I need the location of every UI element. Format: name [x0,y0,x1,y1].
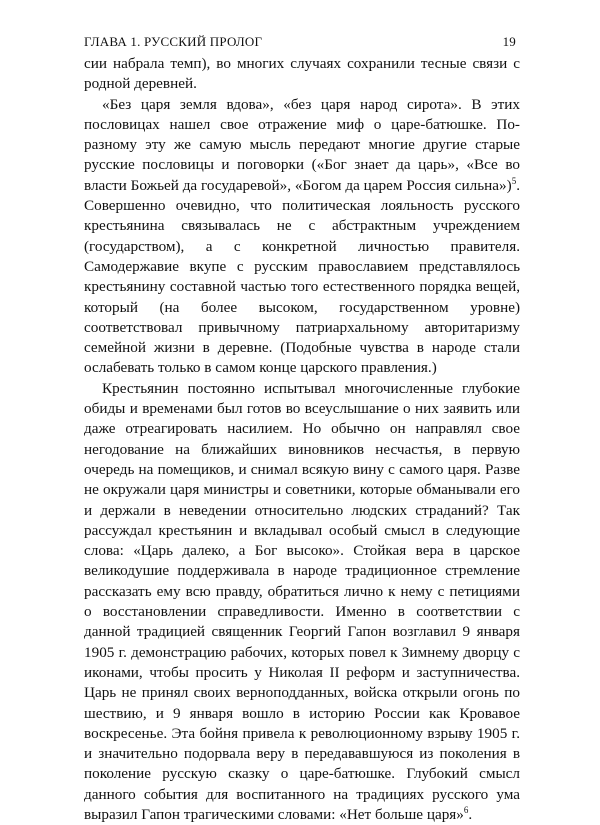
paragraph-text-end: . [468,805,473,823]
paragraph-text: Крестьянин постоянно испытывал многочисленные глубокие обиды и временами был готов во всеуслышание о них заявить или даже отреагировать насилием. Но обычно он направлял свое негодование на ближайших виновников несчастья, в первую очередь на помещиков, и снимал всякую вину с самого царя. Разве не окружали царя министры и советники, которые обманывали его и держали в неведении относительно людских страданий? Так рассуждал крестьянин и вкладывал особый смысл в следующие слова: «Царь далеко, а Бог высоко». Стойкая вера в царское великодушие поддерживала в народе традиционное стремление рассказать ему всю правду, обратиться лично к нему с петициями о восстановлении справедливости. Именно в соответствии с данной традицией священник Георгий Гапон возглавил 9 января 1905 г. демонстрацию рабочих, которых повел к Зимнему дворцу с иконами, чтобы просить у Николая II реформ и заступничества. Царь не принял своих верноподданных, войска открыли огонь по шествию, и 9 января вошло в историю России как Кровавое воскресенье. Эта бойня привела к революционному взрыву 1905 г. и значительно подорвала веру в передававшуюся из поколения в поколение русскую сказку о царе-батюшке. Глубокий смысл данного события для воспитанного на традициях русского ума выразил Гапон трагическими словами: «Нет больше царя» [84,379,520,823]
footnote-ref-5[interactable]: 5 [511,175,517,186]
paragraph-text: «Без царя земля вдова», «без царя народ сирота». В этих пословицах нашел свое отражение миф о царе-батюшке. По-разному эту же самую мысль передают многие другие старые русские пословицы и поговорки («Бог знает да царь», «Все во власти Божьей да государевой», «Богом да царем Россия сильна») [84,95,520,194]
paragraph-3 [84,379,520,825]
chapter-title: ГЛАВА 1. РУССКИЙ ПРОЛОГ [84,34,263,49]
footnote-ref-6[interactable]: 6 [463,804,469,815]
running-header [84,34,516,52]
paragraph-text: сии набрала темп), во многих случаях сохранили тесные связи с родной деревней. [84,55,520,93]
page-number: 19 [502,34,516,49]
paragraph-1 [84,54,520,95]
paragraph-text-continued: . Совершенно очевидно, что политическая лояльность русского крестьянина связывалась не с абстрактным учреждением (государством), а с конкретной личностью правителя. Самодержавие вкупе с русским православием представлялось крестьянину составной частью того естественного порядка вещей, который (на более высоком, государственном уровне) соответствовал привычному патриархальному авторитаризму семейной жизни в деревне. (Подобные чувства в народе стали ослабевать только в самом конце царского правления.) [84,176,520,377]
paragraph-2 [84,95,520,379]
body-text [84,54,520,825]
